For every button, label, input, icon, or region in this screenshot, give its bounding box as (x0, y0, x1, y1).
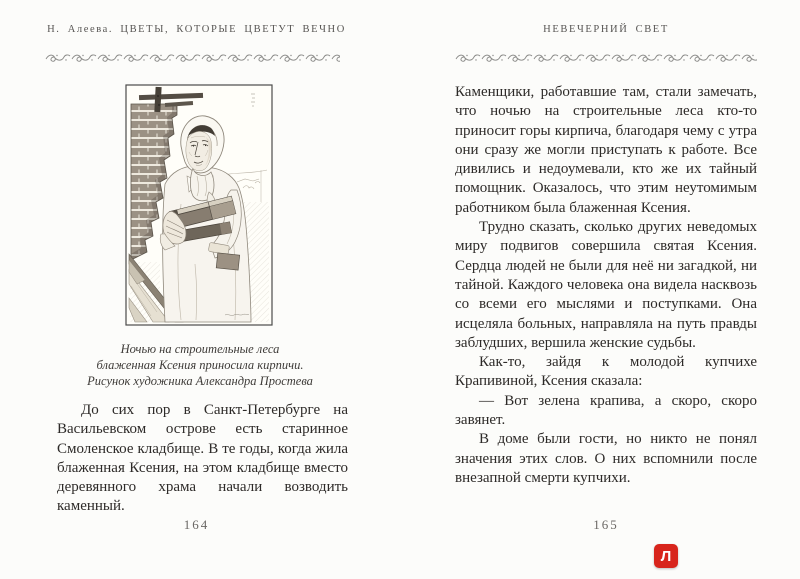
body-paragraph: Каменщики, работавшие там, стали замечать, что ночью на строительные леса кто-то приносит горы кирпича, благодаря чему с утра они сразу же могли приступать к работе. Все дивились и недоумевали, кто же их тайный помощник. Оказалось, что этим неутомимым работником была блаженная Ксения. (455, 84, 757, 216)
caption-line: Ночью на строительные леса (120, 342, 280, 356)
labirint-watermark-letter: Л (660, 547, 672, 565)
body-paragraph: До сих пор в Санкт-Петербурге на Васильевском острове есть старинное Смоленское кладбище. В те годы, когда жила блаженная Ксения, на этом кладбище вместо деревянного храма начали возводить каменный. (57, 402, 348, 515)
body-paragraph: Как-то, зайдя к молодой купчихе Крапивиной, Ксения сказала: (455, 354, 757, 390)
right-running-head: НЕВЕЧЕРНИЙ СВЕТ (543, 24, 669, 35)
body-paragraph: В доме были гости, но никто не понял значения этих слов. О них вспомнили после внезапной смерти купчихи. (455, 431, 757, 486)
right-page-number: 165 (593, 517, 619, 532)
ornament-divider (455, 51, 757, 64)
caption-line: Рисунок художника Александра Простева (87, 374, 313, 388)
illustration-caption (60, 341, 340, 389)
labirint-watermark (654, 544, 678, 568)
left-running-head: Н. Алеева. ЦВЕТЫ, КОТОРЫЕ ЦВЕТУТ ВЕЧНО (47, 24, 346, 35)
caption-line: блаженная Ксения приносила кирпичи. (96, 358, 304, 372)
left-page-number: 164 (183, 517, 210, 532)
ksenia-illustration (125, 84, 273, 326)
body-paragraph: — Вот зелена крапива, а скоро, скоро завянет. (455, 392, 757, 429)
left-page-body (57, 401, 348, 517)
body-paragraph: Трудно сказать, сколько других неведомых миру подвигов совершила святая Ксения. Сердца людей не были для неё ни загадкой, ни тайной. Каждого человека она видела насквозь со всеми его мыслями и поступками. Она исцеляла больных, направляла на путь правды заблудших, вершила женские судьбы. (455, 219, 757, 351)
ornament-divider (45, 51, 340, 64)
right-page-body (455, 83, 757, 488)
